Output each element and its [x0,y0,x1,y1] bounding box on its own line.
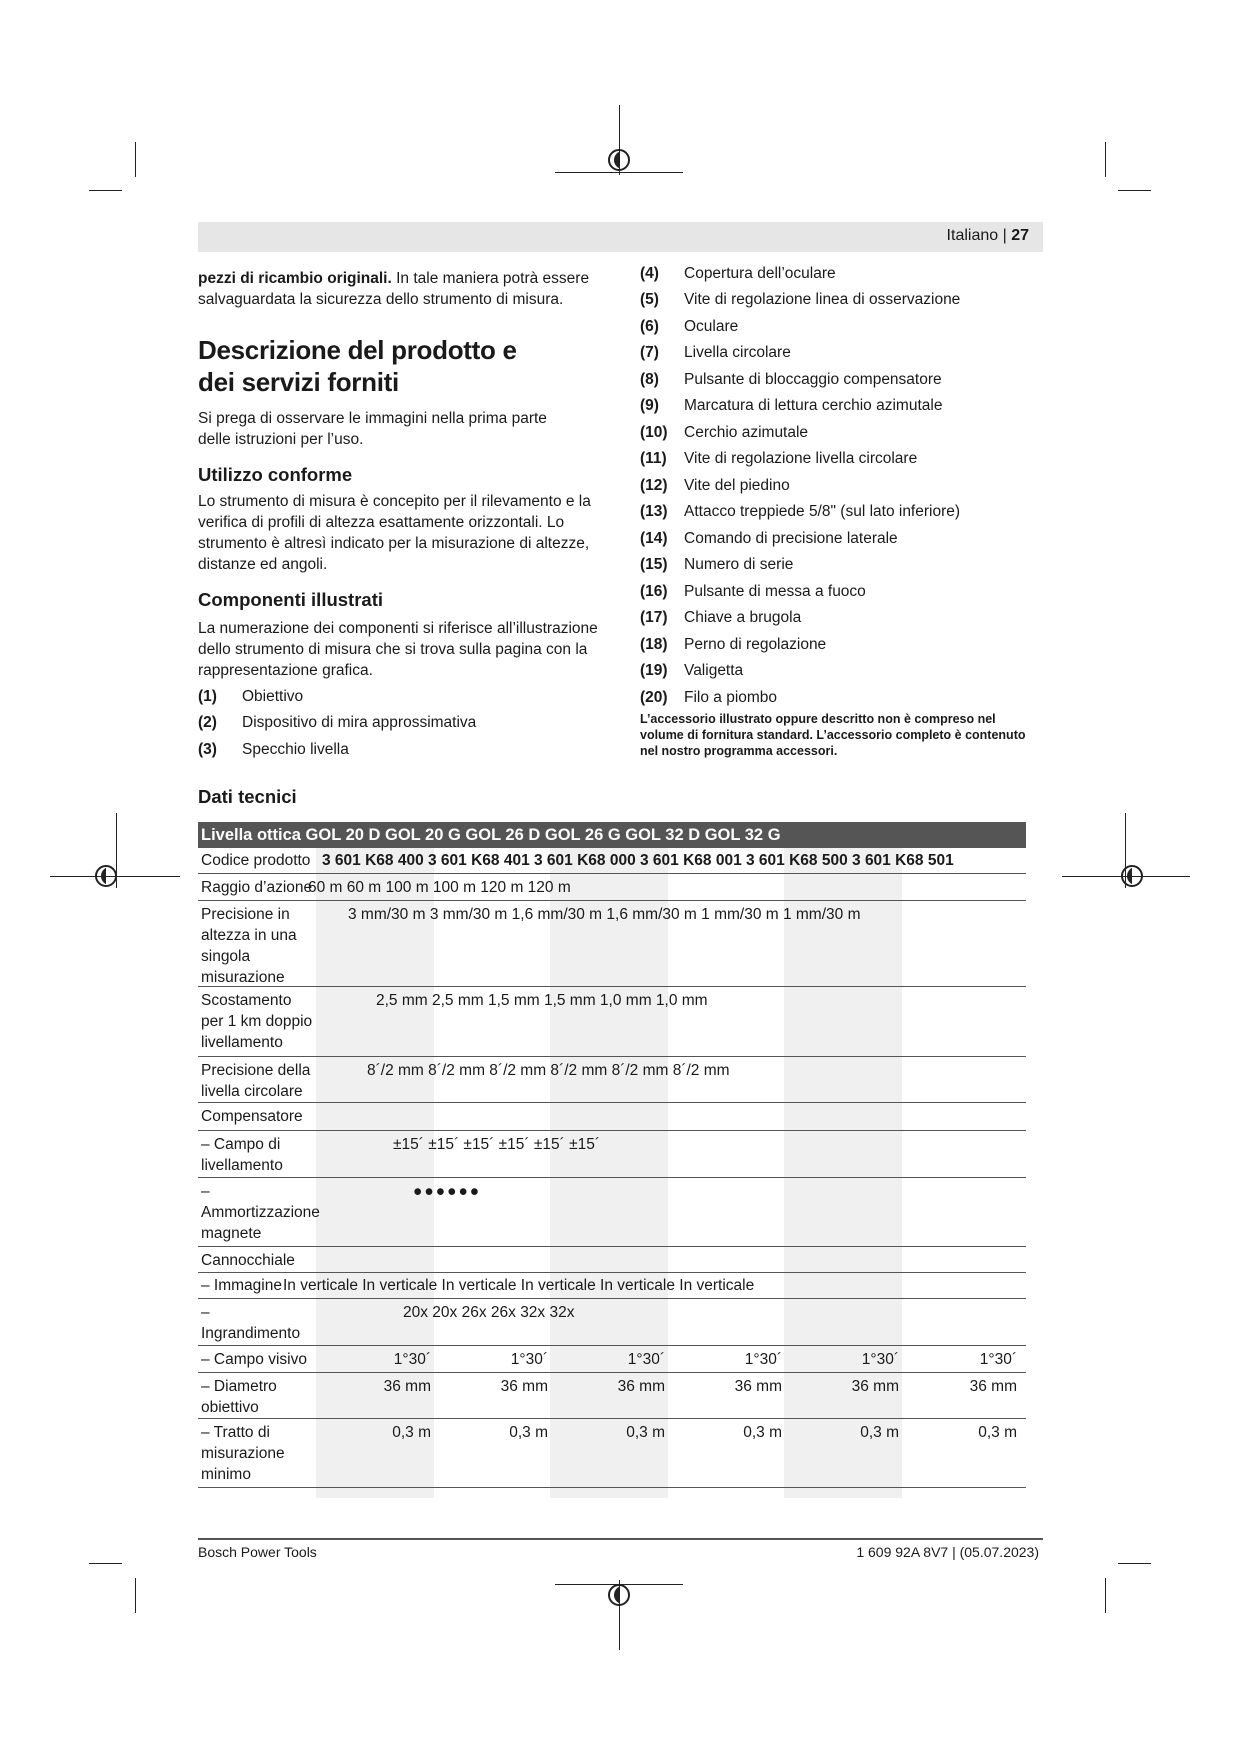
item-label: Numero di serie [684,556,794,574]
crop-mark [135,142,136,177]
item-number: (18) [640,635,668,653]
components-list-right [640,260,1040,711]
item-number: (8) [640,370,659,388]
item-label: Vite di regolazione linea di osservazione [684,291,961,309]
table-cell: 0,3 m [509,1424,548,1441]
intro-rest: In tale maniera potrà essere salvaguardata la sicurezza dello strumento di misura. [198,270,590,308]
list-item [640,393,1040,420]
crop-mark [1105,1578,1106,1613]
table-cell: 1°30´ [861,1351,899,1368]
list-item [198,736,618,763]
table-row [198,1273,1026,1299]
table-cell: 36 mm [617,1378,665,1395]
table-cell: 1°30´ [393,1351,431,1368]
tech-data-heading: Dati tecnici [198,786,297,807]
item-number: (20) [640,688,668,706]
section-intro: Si prega di osservare le immagini nella prima parte delle istruzioni per l’uso. [198,410,547,448]
list-item [640,260,1040,287]
row-label: Compensatore [201,1108,303,1125]
list-item [640,631,1040,658]
row-label: Precisione della livella circolare [201,1062,311,1100]
row-value: 2,5 mm 2,5 mm 1,5 mm 1,5 mm 1,0 mm 1,0 mm [376,992,708,1009]
table-cell: 1°30´ [510,1351,548,1368]
table-cell: 36 mm [969,1378,1017,1395]
right-column [640,264,1040,759]
item-number: (2) [198,714,217,732]
item-label: Pulsante di messa a fuoco [684,582,866,600]
list-item [640,313,1040,340]
list-item [640,366,1040,393]
intended-use-heading: Utilizzo conforme [198,464,353,485]
list-item [640,499,1040,526]
accessory-note: L’accessorio illustrato oppure descritto non è compreso nel volume di fornitura standard. L’accessorio completo è contenuto nel nostro programma accessori. [640,711,1026,758]
table-row [198,1057,1026,1103]
components-list-left [198,683,618,763]
row-label: – Diametro obiettivo [201,1378,277,1416]
list-item [640,525,1040,552]
crop-mark [135,1578,136,1613]
item-label: Copertura dell’oculare [684,264,836,282]
table-cell: 1°30´ [744,1351,782,1368]
table-cell: 36 mm [734,1378,782,1395]
list-item [640,287,1040,314]
table-row [198,1346,1026,1373]
table-cell: 0,3 m [626,1424,665,1441]
footer-rule [198,1538,1043,1540]
item-number: (9) [640,397,659,415]
item-label: Filo a piombo [684,688,778,706]
row-label: – Tratto di misurazione minimo [201,1424,285,1483]
list-item [640,684,1040,711]
header-text [947,227,1029,245]
item-label: Chiave a brugola [684,609,802,627]
list-item [640,552,1040,579]
item-label: Vite del piedino [684,476,790,494]
item-label: Specchio livella [242,740,349,758]
crop-mark [1118,1563,1151,1564]
item-number: (19) [640,662,668,680]
item-number: (11) [640,450,667,468]
item-number: (7) [640,344,659,362]
table-cell: 0,3 m [392,1424,431,1441]
table-cell: 0,3 m [978,1424,1017,1441]
row-value: In verticale In verticale In verticale In verticale In verticale In verticale [283,1277,755,1294]
item-number: (10) [640,423,668,441]
table-cell: 36 mm [851,1378,899,1395]
table-row [198,874,1026,901]
row-label: – Ammortizzazione magnete [201,1183,320,1242]
item-number: (6) [640,317,659,335]
list-item [640,446,1040,473]
item-label: Marcatura di lettura cerchio azimutale [684,397,943,415]
left-column [198,268,618,763]
components-text: La numerazione dei componenti si riferisce all’illustrazione dello strumento di misura che si trova sulla pagina con la rappresentazione grafica. [198,620,598,679]
list-item [198,683,618,710]
row-value: 8´/2 mm 8´/2 mm 8´/2 mm 8´/2 mm 8´/2 mm 8´/2 mm [367,1062,730,1079]
item-number: (12) [640,476,668,494]
item-number: (3) [198,740,217,758]
item-number: (13) [640,503,668,521]
item-label: Attacco treppiede 5/8" (sul lato inferiore) [684,503,961,521]
registration-mark-icon [1121,865,1143,887]
header-language: Italiano [946,227,999,244]
table-row [198,1103,1026,1131]
item-label: Cerchio azimutale [684,423,809,441]
table-row [198,848,1026,874]
item-label: Pulsante di bloccaggio compensatore [684,370,942,388]
section-title: Descrizione del prodotto e dei servizi forniti [198,335,517,397]
item-number: (16) [640,582,668,600]
crop-mark [555,172,683,173]
intro-paragraph [198,268,618,310]
intro-bold: pezzi di ricambio originali. [198,270,392,287]
row-label: – Campo visivo [201,1351,307,1368]
table-title-row: Livella ottica GOL 20 D GOL 20 G GOL 26 D GOL 26 G GOL 32 D GOL 32 G [198,822,1026,848]
item-label: Obiettivo [242,687,304,705]
item-number: (17) [640,609,668,627]
registration-mark-icon [608,149,630,171]
table-cell: 36 mm [500,1378,548,1395]
row-label: – Immagine [201,1277,282,1294]
row-label: Precisione in altezza in una singola misurazione [201,906,297,986]
list-item [640,605,1040,632]
table-cell: 1°30´ [979,1351,1017,1368]
list-item [640,578,1040,605]
item-label: Vite di regolazione livella circolare [684,450,918,468]
table-cell: 0,3 m [743,1424,782,1441]
components-heading: Componenti illustrati [198,589,383,610]
item-number: (14) [640,529,668,547]
page-header [198,222,1043,252]
page-number: 27 [1011,227,1029,244]
item-label: Perno di regolazione [684,635,827,653]
table-row [198,1299,1026,1346]
crop-mark [1118,190,1151,191]
item-label: Oculare [684,317,739,335]
footer-left: Bosch Power Tools [198,1544,317,1560]
crop-mark [89,190,122,191]
list-item [640,340,1040,367]
item-label: Valigetta [684,662,744,680]
table-row [198,901,1026,987]
table-cell: 36 mm [383,1378,431,1395]
row-value: 60 m 60 m 100 m 100 m 120 m 120 m [308,879,571,896]
row-label: Codice prodotto [201,852,311,869]
row-value: 3 601 K68 400 3 601 K68 401 3 601 K68 000 3 601 K68 001 3 601 K68 500 3 601 K68 501 [322,852,954,869]
list-item [198,710,618,737]
table-row [198,1131,1026,1178]
table-cell: 0,3 m [860,1424,899,1441]
list-item [640,419,1040,446]
header-separator: | [1002,227,1007,244]
row-value: 3 mm/30 m 3 mm/30 m 1,6 mm/30 m 1,6 mm/30 m 1 mm/30 m 1 mm/30 m [348,906,861,923]
list-item [640,658,1040,685]
item-label: Dispositivo di mira approssimativa [242,714,477,732]
registration-mark-icon [608,1584,630,1606]
crop-mark [1105,142,1106,177]
item-label: Comando di precisione laterale [684,529,898,547]
row-label: – Campo di livellamento [201,1136,283,1174]
row-label: Cannocchiale [201,1252,295,1269]
row-value: ±15´ ±15´ ±15´ ±15´ ±15´ ±15´ [393,1136,600,1153]
item-number: (1) [198,687,217,705]
item-number: (5) [640,291,659,309]
table-row [198,987,1026,1057]
row-label: Scostamento per 1 km doppio livellamento [201,992,313,1051]
table-row [198,1373,1026,1419]
intended-use-text: Lo strumento di misura è concepito per il rilevamento e la verifica di profili di altezza esattamente orizzontali. Lo strumento è altresì indicato per la misurazione di altezze, distanze ed angoli. [198,493,591,573]
item-number: (15) [640,556,668,574]
footer-right: 1 609 92A 8V7 | (05.07.2023) [856,1544,1039,1560]
row-value: ●●●●●● [413,1183,482,1200]
table-cell: 1°30´ [627,1351,665,1368]
crop-mark [89,1563,122,1564]
row-value: 20x 20x 26x 26x 32x 32x [403,1304,575,1321]
item-label: Livella circolare [684,344,791,362]
table-row [198,1178,1026,1247]
row-label: Raggio d’azione [201,879,313,896]
registration-mark-icon [95,865,117,887]
list-item [640,472,1040,499]
table-row [198,1247,1026,1273]
row-label: – Ingrandimento [201,1304,301,1342]
item-number: (4) [640,264,659,282]
table-row [198,1419,1026,1488]
